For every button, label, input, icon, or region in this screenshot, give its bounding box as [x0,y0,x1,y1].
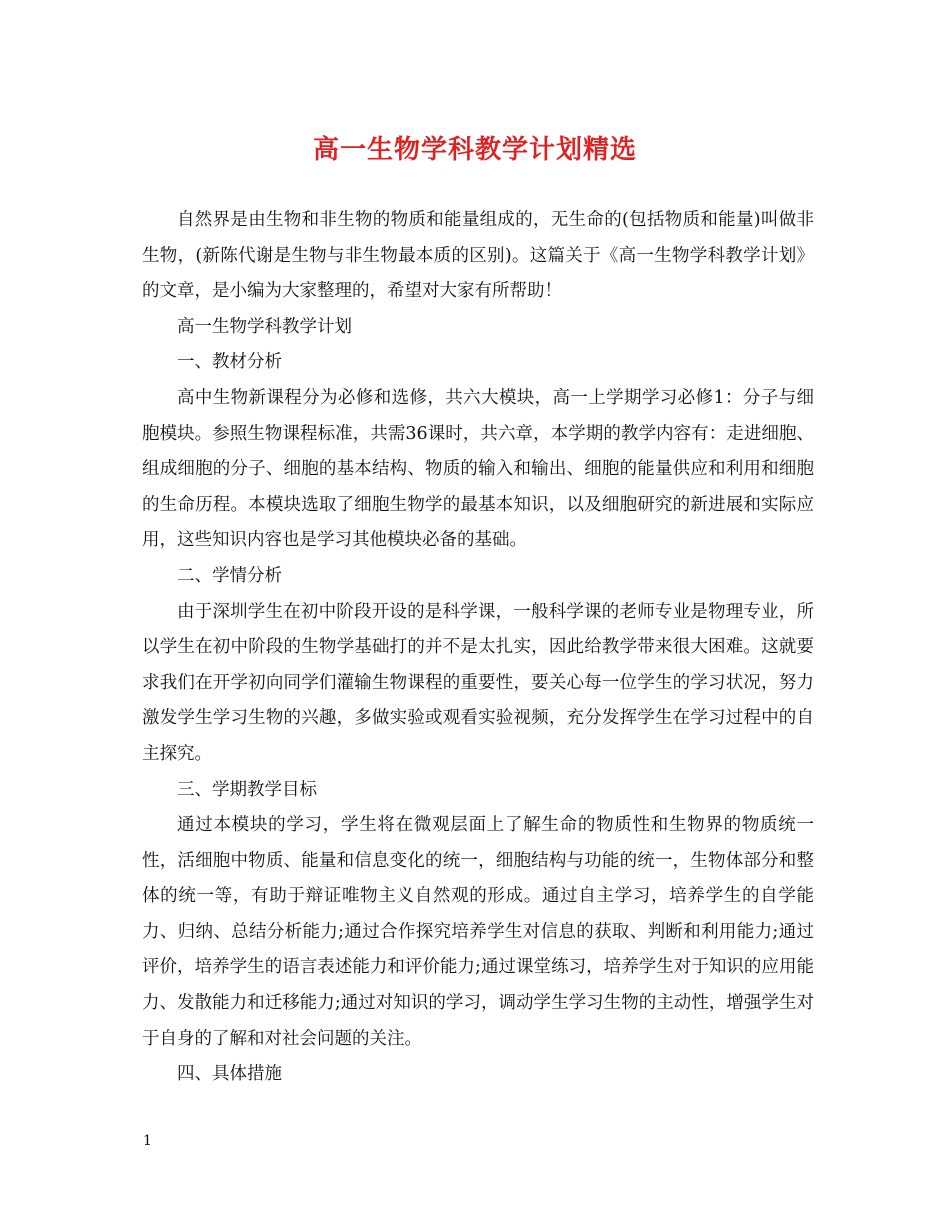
paragraph-intro: 自然界是由生物和非生物的物质和能量组成的，无生命的(包括物质和能量)叫做非生物，(新陈代谢是生物与非生物最本质的区别)。这篇关于《高一生物学科教学计划》的文章，是小编为大家整理的，希望对大家有所帮助！ [142,210,814,302]
heading-textbook-analysis: 一、教材分析 [177,352,282,373]
heading-specific-measures: 四、具体措施 [177,1064,282,1085]
paragraph-subtitle: 高一生物学科教学计划 [177,316,352,337]
paragraph-semester-goals: 通过本模块的学习，学生将在微观层面上了解生命的物质性和生物界的物质统一性，活细胞中物质、能量和信息变化的统一，细胞结构与功能的统一，生物体部分和整体的统一等，有助于辩证唯物主义自然观的形成。通过自主学习，培养学生的自学能力、归纳、总结分析能力;通过合作探究培养学生对信息的获取、判断和利用能力;通过评价，培养学生的语言表述能力和评价能力;通过课堂练习，培养学生对于知识的应用能力、发散能力和迁移能力;通过对知识的学习，调动学生学习生物的主动性，增强学生对于自身的了解和对社会问题的关注。 [142,815,814,1049]
heading-student-analysis: 二、学情分析 [177,565,282,586]
document-body [142,203,814,1093]
heading-semester-goals: 三、学期教学目标 [177,779,317,800]
document-title: 高一生物学科教学计划精选 [312,135,637,165]
page-number: 1 [143,1133,152,1149]
paragraph-textbook-analysis: 高中生物新课程分为必修和选修，共六大模块，高一上学期学习必修1：分子与细胞模块。参照生物课程标准，共需36课时，共六章，本学期的教学内容有：走进细胞、组成细胞的分子、细胞的基本结构、物质的输入和输出、细胞的能量供应和利用和细胞的生命历程。本模块选取了细胞生物学的最基本知识，以及细胞研究的新进展和实际应用，这些知识内容也是学习其他模块必备的基础。 [142,387,814,551]
paragraph-student-analysis: 由于深圳学生在初中阶段开设的是科学课，一般科学课的老师专业是物理专业，所以学生在初中阶段的生物学基础打的并不是太扎实，因此给教学带来很大困难。这就要求我们在开学初向同学们灌输生物课程的重要性，要关心每一位学生的学习状况，努力激发学生学习生物的兴趣，多做实验或观看实验视频，充分发挥学生在学习过程中的自主探究。 [142,601,814,764]
